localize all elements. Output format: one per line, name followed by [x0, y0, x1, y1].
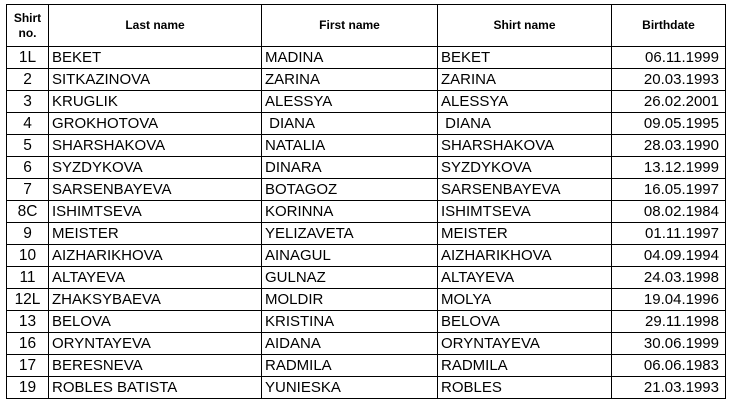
shirt-name-cell: BEKET [438, 47, 612, 69]
birthdate-cell: 01.11.1997 [612, 223, 726, 245]
shirt-number-cell: 3 [7, 91, 49, 113]
table-row [7, 377, 726, 399]
last-name-cell: BELOVA [49, 311, 262, 333]
first-name-cell: MADINA [262, 47, 438, 69]
last-name-cell: ORYNTAYEVA [49, 333, 262, 355]
shirt-name-cell: ISHIMTSEVA [438, 201, 612, 223]
table-row [7, 355, 726, 377]
header-row [7, 5, 726, 47]
table-row [7, 289, 726, 311]
first-name-cell: AIDANA [262, 333, 438, 355]
shirt-number-cell: 5 [7, 135, 49, 157]
shirt-number-cell: 9 [7, 223, 49, 245]
table-row [7, 311, 726, 333]
birthdate-cell: 20.03.1993 [612, 69, 726, 91]
birthdate-cell: 16.05.1997 [612, 179, 726, 201]
birthdate-cell: 26.02.2001 [612, 91, 726, 113]
last-name-cell: SHARSHAKOVA [49, 135, 262, 157]
shirt-name-cell: DIANA [438, 113, 612, 135]
shirt-name-cell: MOLYA [438, 289, 612, 311]
table-row [7, 135, 726, 157]
first-name-cell: KORINNA [262, 201, 438, 223]
first-name-cell: DINARA [262, 157, 438, 179]
first-name-cell: GULNAZ [262, 267, 438, 289]
last-name-cell: SARSENBAYEVA [49, 179, 262, 201]
table-body [7, 47, 726, 399]
shirt-name-cell: SARSENBAYEVA [438, 179, 612, 201]
last-name-cell: BERESNEVA [49, 355, 262, 377]
shirt-name-cell: SYZDYKOVA [438, 157, 612, 179]
last-name-cell: AIZHARIKHOVA [49, 245, 262, 267]
birthdate-cell: 30.06.1999 [612, 333, 726, 355]
last-name-cell: ROBLES BATISTA [49, 377, 262, 399]
last-name-cell: GROKHOTOVA [49, 113, 262, 135]
shirt-number-cell: 19 [7, 377, 49, 399]
shirt-number-cell: 1L [7, 47, 49, 69]
shirt-number-cell: 4 [7, 113, 49, 135]
last-name-cell: ISHIMTSEVA [49, 201, 262, 223]
shirt-number-cell: 10 [7, 245, 49, 267]
birthdate-cell: 19.04.1996 [612, 289, 726, 311]
shirt-number-cell: 8C [7, 201, 49, 223]
shirt-name-cell: RADMILA [438, 355, 612, 377]
last-name-cell: MEISTER [49, 223, 262, 245]
birthdate-cell: 06.11.1999 [612, 47, 726, 69]
shirt-name-cell: MEISTER [438, 223, 612, 245]
header-shirt-no: Shirt no. [7, 5, 49, 47]
shirt-name-cell: ALESSYA [438, 91, 612, 113]
birthdate-cell: 21.03.1993 [612, 377, 726, 399]
header-birthdate: Birthdate [612, 5, 726, 47]
shirt-number-cell: 2 [7, 69, 49, 91]
shirt-name-cell: SHARSHAKOVA [438, 135, 612, 157]
first-name-cell: BOTAGOZ [262, 179, 438, 201]
table-row [7, 267, 726, 289]
shirt-number-cell: 7 [7, 179, 49, 201]
shirt-name-cell: AIZHARIKHOVA [438, 245, 612, 267]
first-name-cell: YELIZAVETA [262, 223, 438, 245]
last-name-cell: SITKAZINOVA [49, 69, 262, 91]
shirt-name-cell: ROBLES [438, 377, 612, 399]
shirt-name-cell: BELOVA [438, 311, 612, 333]
first-name-cell: DIANA [262, 113, 438, 135]
table-row [7, 69, 726, 91]
last-name-cell: ZHAKSYBAEVA [49, 289, 262, 311]
table-row [7, 47, 726, 69]
table-row [7, 223, 726, 245]
birthdate-cell: 04.09.1994 [612, 245, 726, 267]
last-name-cell: SYZDYKOVA [49, 157, 262, 179]
shirt-number-cell: 12L [7, 289, 49, 311]
shirt-name-cell: ALTAYEVA [438, 267, 612, 289]
first-name-cell: ALESSYA [262, 91, 438, 113]
header-last-name: Last name [49, 5, 262, 47]
first-name-cell: AINAGUL [262, 245, 438, 267]
shirt-number-cell: 13 [7, 311, 49, 333]
last-name-cell: ALTAYEVA [49, 267, 262, 289]
table-header [7, 5, 726, 47]
table-row [7, 113, 726, 135]
birthdate-cell: 29.11.1998 [612, 311, 726, 333]
birthdate-cell: 24.03.1998 [612, 267, 726, 289]
player-roster-table [6, 4, 726, 399]
table-row [7, 201, 726, 223]
table-row [7, 333, 726, 355]
shirt-name-cell: ORYNTAYEVA [438, 333, 612, 355]
birthdate-cell: 09.05.1995 [612, 113, 726, 135]
table-row [7, 91, 726, 113]
header-first-name: First name [262, 5, 438, 47]
last-name-cell: BEKET [49, 47, 262, 69]
last-name-cell: KRUGLIK [49, 91, 262, 113]
shirt-number-cell: 6 [7, 157, 49, 179]
header-shirt-name: Shirt name [438, 5, 612, 47]
first-name-cell: KRISTINA [262, 311, 438, 333]
first-name-cell: RADMILA [262, 355, 438, 377]
shirt-name-cell: ZARINA [438, 69, 612, 91]
shirt-number-cell: 17 [7, 355, 49, 377]
shirt-number-cell: 11 [7, 267, 49, 289]
table-row [7, 245, 726, 267]
first-name-cell: NATALIA [262, 135, 438, 157]
table-row [7, 179, 726, 201]
table-row [7, 157, 726, 179]
first-name-cell: MOLDIR [262, 289, 438, 311]
birthdate-cell: 13.12.1999 [612, 157, 726, 179]
birthdate-cell: 08.02.1984 [612, 201, 726, 223]
shirt-number-cell: 16 [7, 333, 49, 355]
first-name-cell: ZARINA [262, 69, 438, 91]
first-name-cell: YUNIESKA [262, 377, 438, 399]
birthdate-cell: 28.03.1990 [612, 135, 726, 157]
birthdate-cell: 06.06.1983 [612, 355, 726, 377]
